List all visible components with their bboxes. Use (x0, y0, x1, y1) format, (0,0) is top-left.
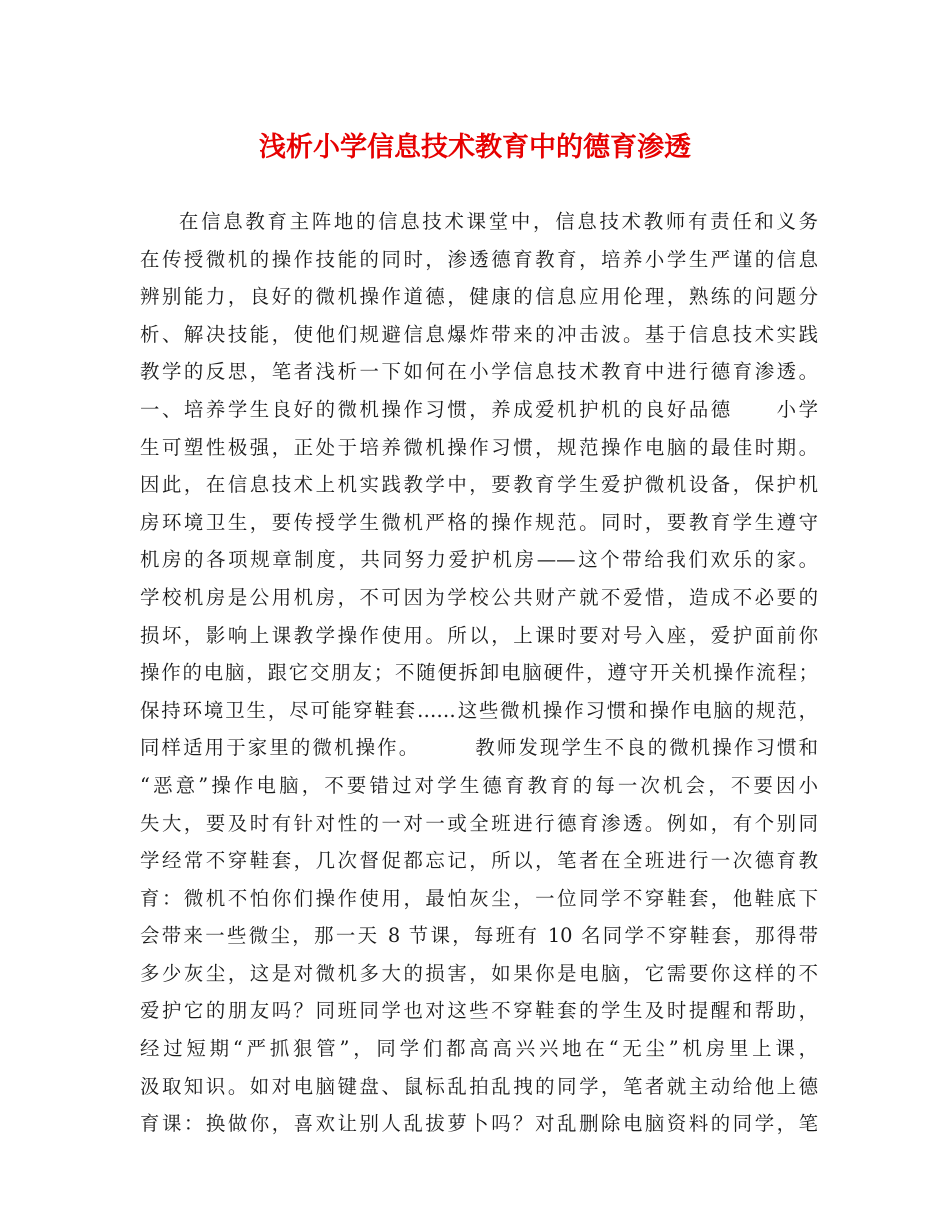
body-line: 在传授微机的操作技能的同时，渗透德育教育，培养小学生严谨的信息 (140, 247, 818, 271)
document-body (140, 203, 818, 1143)
body-line: 同样适用于家里的微机操作。 教师发现学生不良的微机操作习惯和 (140, 736, 818, 760)
body-line: 育课：换做你，喜欢让别人乱拔萝卜吗？对乱删除电脑资料的同学，笔 (140, 1112, 818, 1136)
body-line: 失大，要及时有针对性的一对一或全班进行德育渗透。例如，有个别同 (140, 811, 818, 835)
body-line: 生可塑性极强，正处于培养微机操作习惯，规范操作电脑的最佳时期。 (140, 435, 818, 459)
body-line: “恶意”操作电脑，不要错过对学生德育教育的每一次机会，不要因小 (140, 773, 818, 797)
body-line: 操作的电脑，跟它交朋友；不随便拆卸电脑硬件，遵守开关机操作流程； (140, 661, 818, 685)
body-line: 析、解决技能，使他们规避信息爆炸带来的冲击波。基于信息技术实践 (140, 322, 818, 346)
body-line: 保持环境卫生，尽可能穿鞋套……这些微机操作习惯和操作电脑的规范， (140, 698, 818, 722)
body-line: 经过短期“严抓狠管”，同学们都高高兴兴地在“无尘”机房里上课， (140, 1037, 818, 1061)
body-line: 辨别能力，良好的微机操作道德，健康的信息应用伦理，熟练的问题分 (140, 285, 818, 309)
document-title: 浅析小学信息技术教育中的德育渗透 (259, 132, 691, 163)
body-line: 房环境卫生，要传授学生微机严格的操作规范。同时，要教育学生遵守 (140, 510, 818, 534)
body-line: 一、培养学生良好的微机操作习惯，养成爱机护机的良好品德 小学 (140, 397, 818, 421)
body-line: 育：微机不怕你们操作使用，最怕灰尘，一位同学不穿鞋套，他鞋底下 (140, 886, 818, 910)
body-line: 学经常不穿鞋套，几次督促都忘记，所以，笔者在全班进行一次德育教 (140, 849, 818, 873)
body-line: 因此，在信息技术上机实践教学中，要教育学生爱护微机设备，保护机 (140, 473, 818, 497)
body-line: 爱护它的朋友吗？同班同学也对这些不穿鞋套的学生及时提醒和帮助， (140, 999, 818, 1023)
body-line: 在信息教育主阵地的信息技术课堂中，信息技术教师有责任和义务 (179, 210, 818, 233)
body-line: 汲取知识。如对电脑键盘、鼠标乱拍乱拽的同学，笔者就主动给他上德 (140, 1074, 818, 1098)
body-line: 会带来一些微尘，那一天 8 节课，每班有 10 名同学不穿鞋套，那得带 (140, 924, 818, 948)
body-line: 学校机房是公用机房，不可因为学校公共财产就不爱惜，造成不必要的 (140, 585, 818, 609)
body-line: 多少灰尘，这是对微机多大的损害，如果你是电脑，它需要你这样的不 (140, 961, 818, 985)
body-line: 损坏，影响上课教学操作使用。所以，上课时要对号入座，爱护面前你 (140, 623, 818, 647)
body-line: 机房的各项规章制度，共同努力爱护机房——这个带给我们欢乐的家。 (140, 548, 818, 572)
body-line: 教学的反思，笔者浅析一下如何在小学信息技术教育中进行德育渗透。 (140, 360, 818, 384)
